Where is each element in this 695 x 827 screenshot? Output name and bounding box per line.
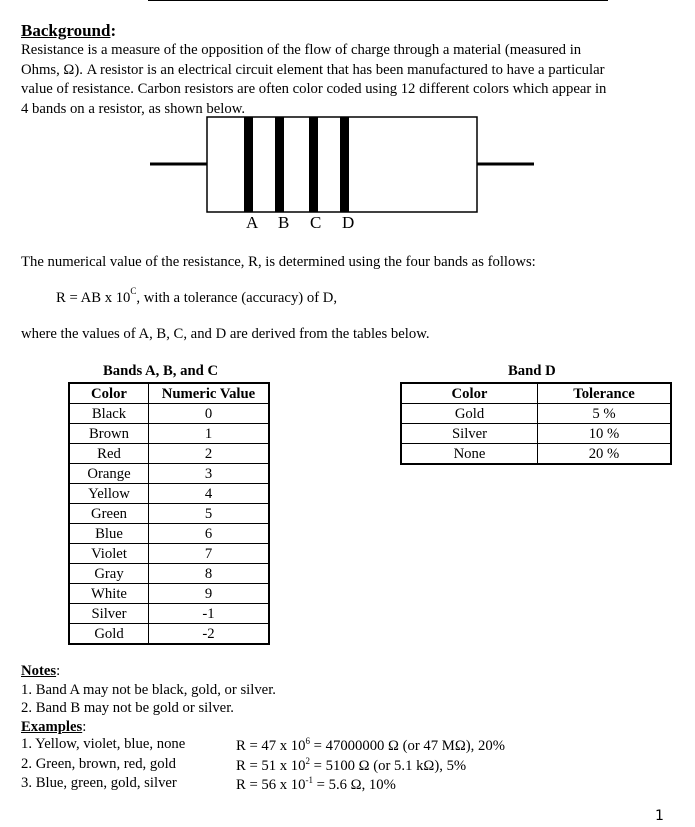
- color-cell: Blue: [69, 524, 149, 544]
- color-cell: Red: [69, 444, 149, 464]
- table-row: [401, 444, 671, 465]
- color-cell: Brown: [69, 424, 149, 444]
- example-calc: R = 51 x $10^2 = 5100$ Ω (or 5.1 kΩ), 5%: [236, 756, 467, 774]
- color-cell: Gold: [401, 404, 538, 424]
- table-row: [69, 604, 269, 624]
- notes-section: Notes: 1. Band A may not be black, gold, or silver. 2. Band B may not be gold or silver. Examples:: [21, 663, 276, 735]
- background-line: value of resistance. Carbon resistors are often color coded using 12 different colors which appear in: [21, 81, 607, 97]
- table-header: Color: [401, 383, 538, 404]
- table-row: [401, 404, 671, 424]
- value-cell: 1: [149, 424, 270, 444]
- value-cell: 0: [149, 404, 270, 424]
- determination-intro: The numerical value of the resistance, R, is determined using the four bands as follows:: [21, 254, 536, 270]
- color-cell: Violet: [69, 544, 149, 564]
- value-cell: 2: [149, 444, 270, 464]
- band-label-b: B: [278, 213, 290, 232]
- band-label-c: C: [310, 213, 322, 232]
- table-row: [401, 424, 671, 444]
- table-row: [69, 624, 269, 645]
- table-band-d: [400, 382, 672, 465]
- band-d: [340, 117, 349, 212]
- table-row: [69, 524, 269, 544]
- table-d-caption: Band D: [508, 363, 556, 379]
- value-cell: -1: [149, 604, 270, 624]
- background-heading: Background:: [21, 21, 117, 40]
- table-row: [69, 564, 269, 584]
- background-line: Resistance is a measure of the opposition of the flow of charge through a material (measured in: [21, 42, 582, 58]
- example-calc: R = 56 x $10^{-1} = 5.6$ Ω, 10%: [236, 775, 396, 793]
- table-row: [69, 584, 269, 604]
- determination-outro: where the values of A, B, C, and D are derived from the tables below.: [21, 326, 430, 342]
- examples-heading: Examples: [21, 718, 83, 735]
- notes-heading: Notes: [21, 663, 57, 679]
- color-cell: Gray: [69, 564, 149, 584]
- resistance-formula: R = AB x $10^C$, with a tolerance (accuracy) of D,: [56, 286, 338, 306]
- table-row: [69, 404, 269, 424]
- note-item: 1. Band A may not be black, gold, or silver.: [21, 681, 276, 698]
- value-cell: 20 %: [538, 444, 672, 465]
- color-cell: Green: [69, 504, 149, 524]
- table-abc-caption: Bands A, B, and C: [103, 363, 219, 379]
- table-row: [69, 444, 269, 464]
- note-item: 2. Band B may not be gold or silver.: [21, 700, 234, 716]
- band-label-d: D: [342, 213, 355, 232]
- background-line: Ohms, Ω). A resistor is an electrical circuit element that has been manufactured to have a particular: [21, 61, 605, 78]
- band-c: [309, 117, 318, 212]
- example-colors: 2. Green, brown, red, gold: [21, 756, 176, 772]
- color-cell: None: [401, 444, 538, 465]
- value-cell: 8: [149, 564, 270, 584]
- color-cell: Gold: [69, 624, 149, 645]
- table-row: [69, 544, 269, 564]
- table-row: [69, 484, 269, 504]
- table-header: Color: [69, 383, 149, 404]
- value-cell: 3: [149, 464, 270, 484]
- color-cell: Yellow: [69, 484, 149, 504]
- band-b: [275, 117, 284, 212]
- color-cell: Silver: [401, 424, 538, 444]
- table-row: [69, 504, 269, 524]
- resistor-diagram: [0, 0, 695, 240]
- background-line: 4 bands on a resistor, as shown below.: [21, 100, 246, 117]
- value-cell: 7: [149, 544, 270, 564]
- band-a: [244, 117, 253, 212]
- table-bands-abc: [68, 382, 270, 645]
- example-colors: 1. Yellow, violet, blue, none: [21, 736, 186, 752]
- band-label-a: A: [246, 213, 259, 232]
- color-cell: Black: [69, 404, 149, 424]
- table-row: [69, 424, 269, 444]
- table-header: Tolerance: [538, 383, 672, 404]
- example-colors: 3. Blue, green, gold, silver: [21, 775, 177, 791]
- table-header: Numeric Value: [149, 383, 270, 404]
- page-number: 1: [655, 808, 664, 824]
- value-cell: 9: [149, 584, 270, 604]
- color-cell: Silver: [69, 604, 149, 624]
- value-cell: 10 %: [538, 424, 672, 444]
- color-cell: Orange: [69, 464, 149, 484]
- value-cell: 4: [149, 484, 270, 504]
- example-calc: R = 47 x $10^6 = 47000000$ Ω (or 47 MΩ), 20%: [236, 736, 505, 754]
- value-cell: 6: [149, 524, 270, 544]
- color-cell: White: [69, 584, 149, 604]
- value-cell: -2: [149, 624, 270, 645]
- value-cell: 5: [149, 504, 270, 524]
- value-cell: 5 %: [538, 404, 672, 424]
- table-row: [69, 464, 269, 484]
